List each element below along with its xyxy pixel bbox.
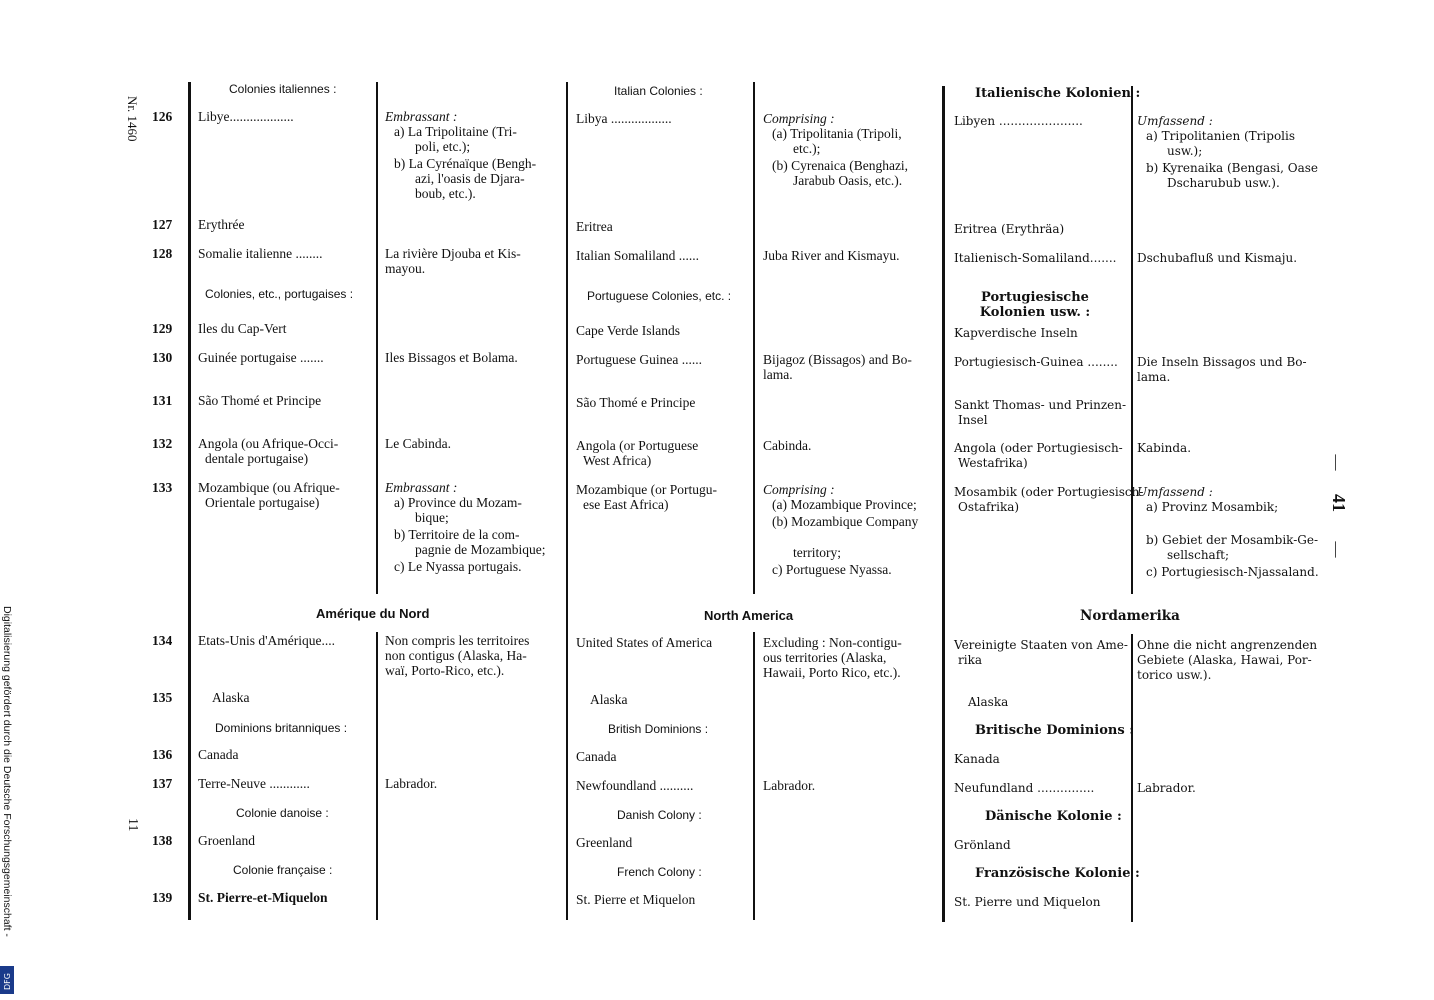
note-de-line: Labrador. <box>1137 781 1196 795</box>
header-dominions-de: Britische Dominions : <box>975 723 1134 738</box>
dash-bottom: — <box>1327 541 1345 558</box>
note-de-line: Umfassend : <box>1137 485 1213 499</box>
country-de: Eritrea (Erythräa) <box>954 222 1065 236</box>
country-de: Mosambik (oder Portugiesisch- <box>954 485 1144 499</box>
country-en: St. Pierre et Miquelon <box>576 892 696 907</box>
row-number: 138 <box>152 833 173 848</box>
note-en-line: lama. <box>763 367 793 382</box>
note-en-line: (a) Mozambique Province; <box>772 497 917 512</box>
note-en-line: (b) Cyrenaica (Benghazi, <box>772 158 909 173</box>
note-en-line: Cabinda. <box>763 438 812 453</box>
note-fr-line: La rivière Djouba et Kis- <box>385 246 521 261</box>
country-de-cont: Ostafrika) <box>958 500 1020 514</box>
country-en-cont: ese East Africa) <box>583 497 669 512</box>
row-number: 131 <box>152 393 173 408</box>
dfg-logo <box>0 966 14 994</box>
country-fr: Etats-Unis d'Amérique.... <box>198 633 336 648</box>
dash-top: — <box>1327 454 1345 471</box>
note-fr-line: bique; <box>415 510 449 525</box>
row-number: 137 <box>152 776 173 791</box>
country-fr: São Thomé et Principe <box>198 393 322 408</box>
note-fr-line: Embrassant : <box>385 480 458 495</box>
header-french-en: French Colony : <box>617 865 702 879</box>
country-de: Vereinigte Staaten von Ame- <box>954 638 1128 652</box>
footer-credit: Digitalisierung gefördert durch die Deutsche Forschungsgemeinschaft - <box>1 606 13 937</box>
row-number: 128 <box>152 246 173 261</box>
note-de-line: Ohne die nicht angrenzenden <box>1137 638 1318 652</box>
row-number: 139 <box>152 890 173 905</box>
note-de-line: Dschubafluß und Kismaju. <box>1137 251 1298 265</box>
country-fr: St. Pierre-et-Miquelon <box>198 890 328 905</box>
note-de-line: Kabinda. <box>1137 441 1192 455</box>
country-fr: Somalie italienne ........ <box>198 246 323 261</box>
page-number-right: 41 <box>1329 494 1349 512</box>
note-de-line: Umfassend : <box>1137 114 1213 128</box>
rule-fr-en <box>566 82 568 920</box>
note-de-line: a) Tripolitanien (Tripolis <box>1146 129 1295 143</box>
note-de-line: c) Portugiesisch-Njassaland. <box>1146 565 1319 579</box>
country-fr: Guinée portugaise ....... <box>198 350 324 365</box>
note-en-line: c) Portuguese Nyassa. <box>772 562 892 577</box>
note-de-line: torico usw.). <box>1137 668 1212 682</box>
country-en: São Thomé e Principe <box>576 395 696 410</box>
country-fr: Iles du Cap-Vert <box>198 321 287 336</box>
row-number: 135 <box>152 690 173 705</box>
country-fr: Alaska <box>212 690 250 705</box>
country-fr: Libye................... <box>198 109 294 124</box>
dfg-logo-text: DFG <box>3 973 12 990</box>
note-en-line: Excluding : Non-contigu- <box>763 635 902 650</box>
country-en: Newfoundland .......... <box>576 778 694 793</box>
country-en: Cape Verde Islands <box>576 323 680 338</box>
country-fr: Terre-Neuve ............ <box>198 776 310 791</box>
country-en: Canada <box>576 749 617 764</box>
note-fr-line: Le Cabinda. <box>385 436 451 451</box>
country-fr-cont: Orientale portugaise) <box>205 495 320 510</box>
country-fr: Angola (ou Afrique-Occi- <box>198 436 339 451</box>
header-danish-en: Danish Colony : <box>617 808 702 822</box>
note-de-line: b) Kyrenaika (Bengasi, Oase <box>1146 161 1318 175</box>
note-fr-line: c) Le Nyassa portugais. <box>394 559 522 574</box>
country-en: Angola (or Portuguese <box>576 438 699 453</box>
country-en: Greenland <box>576 835 633 850</box>
row-number: 136 <box>152 747 173 762</box>
country-de: Grönland <box>954 838 1011 852</box>
rule-en-divider <box>753 82 755 594</box>
note-en-line: Jarabub Oasis, etc.). <box>793 173 903 188</box>
header-portuguese-en: Portuguese Colonies, etc. : <box>587 289 732 303</box>
country-en: Eritrea <box>576 219 613 234</box>
header-italian-de: Italienische Kolonien : <box>975 86 1141 101</box>
note-fr-line: pagnie de Mozambique; <box>415 542 546 557</box>
note-fr-line: b) Territoire de la com- <box>394 527 520 542</box>
header-dominions-en: British Dominions : <box>608 722 709 736</box>
note-de-line: Die Inseln Bissagos und Bo- <box>1137 355 1307 369</box>
row-number: 134 <box>152 633 173 648</box>
note-de-line: b) Gebiet der Mosambik-Ge- <box>1146 533 1319 547</box>
section-north-america-de: Nordamerika <box>1080 608 1180 624</box>
country-de-cont: Westafrika) <box>958 456 1028 470</box>
note-en-line: etc.); <box>793 141 821 156</box>
country-fr: Canada <box>198 747 239 762</box>
note-fr-line: Embrassant : <box>385 109 458 124</box>
country-en: Italian Somaliland ...... <box>576 248 699 263</box>
note-en-line: Juba River and Kismayu. <box>763 248 900 263</box>
header-italian-en: Italian Colonies : <box>614 84 703 98</box>
note-de-line: usw.); <box>1167 144 1203 158</box>
note-en-line: Bijagoz (Bissagos) and Bo- <box>763 352 912 367</box>
rule-left-thick <box>188 82 191 920</box>
note-de-line: Gebiete (Alaska, Hawai, Por- <box>1137 653 1312 667</box>
note-fr-line: Iles Bissagos et Bolama. <box>385 350 518 365</box>
country-de-cont: Insel <box>958 413 988 427</box>
note-fr-line: a) Province du Mozam- <box>394 495 522 510</box>
header-portuguese-de-text: Portugiesische Kolonien usw. : <box>979 290 1091 320</box>
header-portuguese-de <box>965 290 1105 320</box>
country-de: Portugiesisch-Guinea ........ <box>954 355 1118 369</box>
header-french-de: Französische Kolonie : <box>975 866 1140 881</box>
country-en: United States of America <box>576 635 713 650</box>
note-en-line: Comprising : <box>763 111 835 126</box>
country-de: Italienisch-Somaliland....... <box>954 251 1117 265</box>
row-number: 133 <box>152 480 173 495</box>
note-de-line: sellschaft; <box>1167 548 1230 562</box>
note-en-line: Labrador. <box>763 778 816 793</box>
header-dominions-fr: Dominions britanniques : <box>215 721 348 735</box>
note-fr-line: mayou. <box>385 261 426 276</box>
row-number: 126 <box>152 109 173 124</box>
rule-fr-divider-2 <box>376 632 378 920</box>
country-de: St. Pierre und Miquelon <box>954 895 1101 909</box>
note-fr-line: waï, Porto-Rico, etc.). <box>385 663 505 678</box>
note-fr-line: poli, etc.); <box>415 139 471 154</box>
country-de: Kanada <box>954 752 1000 766</box>
rule-de-divider <box>1131 86 1133 594</box>
margin-number: Nr. 1460 <box>125 96 140 142</box>
row-number: 129 <box>152 321 173 336</box>
note-en-line: territory; <box>793 545 841 560</box>
note-de-line: lama. <box>1137 370 1171 384</box>
note-fr-line: boub, etc.). <box>415 186 476 201</box>
row-number: 127 <box>152 217 173 232</box>
header-portuguese-fr: Colonies, etc., portugaises : <box>205 287 354 301</box>
note-en-line: Hawaii, Porto Rico, etc.). <box>763 665 901 680</box>
note-en-line: ous territories (Alaska, <box>763 650 887 665</box>
country-en-cont: West Africa) <box>583 453 652 468</box>
note-en-line: (a) Tripolitania (Tripoli, <box>772 126 902 141</box>
country-fr: Erythrée <box>198 217 245 232</box>
country-de: Kapverdische Inseln <box>954 326 1078 340</box>
note-fr-line: Non compris les territoires <box>385 633 530 648</box>
rule-en-divider-2 <box>753 632 755 920</box>
country-en: Libya .................. <box>576 111 672 126</box>
header-danish-de: Dänische Kolonie : <box>985 809 1122 824</box>
country-en: Mozambique (or Portugu- <box>576 482 717 497</box>
country-de: Libyen ...................... <box>954 114 1083 128</box>
note-en-line: Comprising : <box>763 482 835 497</box>
country-de: Alaska <box>968 695 1009 709</box>
note-en-line: (b) Mozambique Company <box>772 514 919 529</box>
note-fr-line: a) La Tripolitaine (Tri- <box>394 124 517 139</box>
note-fr-line: non contigus (Alaska, Ha- <box>385 648 527 663</box>
note-fr-line: Labrador. <box>385 776 438 791</box>
country-fr: Groenland <box>198 833 255 848</box>
row-number: 130 <box>152 350 173 365</box>
country-fr-cont: dentale portugaise) <box>205 451 309 466</box>
page-number-left: 11 <box>125 818 140 832</box>
rule-fr-divider <box>376 82 378 594</box>
header-danish-fr: Colonie danoise : <box>236 806 329 820</box>
note-de-line: a) Provinz Mosambik; <box>1146 500 1279 514</box>
header-italian-fr: Colonies italiennes : <box>229 82 337 96</box>
country-de: Neufundland ............... <box>954 781 1095 795</box>
header-french-fr: Colonie française : <box>233 863 333 877</box>
section-north-america-fr: Amérique du Nord <box>316 606 430 621</box>
country-de-cont: rika <box>958 653 982 667</box>
note-fr-line: azi, l'oasis de Djara- <box>415 171 525 186</box>
country-de: Angola (oder Portugiesisch- <box>954 441 1123 455</box>
country-en: Alaska <box>590 692 628 707</box>
country-en: Portuguese Guinea ...... <box>576 352 702 367</box>
section-north-america-en: North America <box>704 608 794 623</box>
note-de-line: Dscharubub usw.). <box>1167 176 1280 190</box>
rule-en-de-thick <box>942 86 945 922</box>
row-number: 132 <box>152 436 173 451</box>
country-de: Sankt Thomas- und Prinzen- <box>954 398 1127 412</box>
country-fr: Mozambique (ou Afrique- <box>198 480 340 495</box>
note-fr-line: b) La Cyrénaïque (Bengh- <box>394 156 537 171</box>
